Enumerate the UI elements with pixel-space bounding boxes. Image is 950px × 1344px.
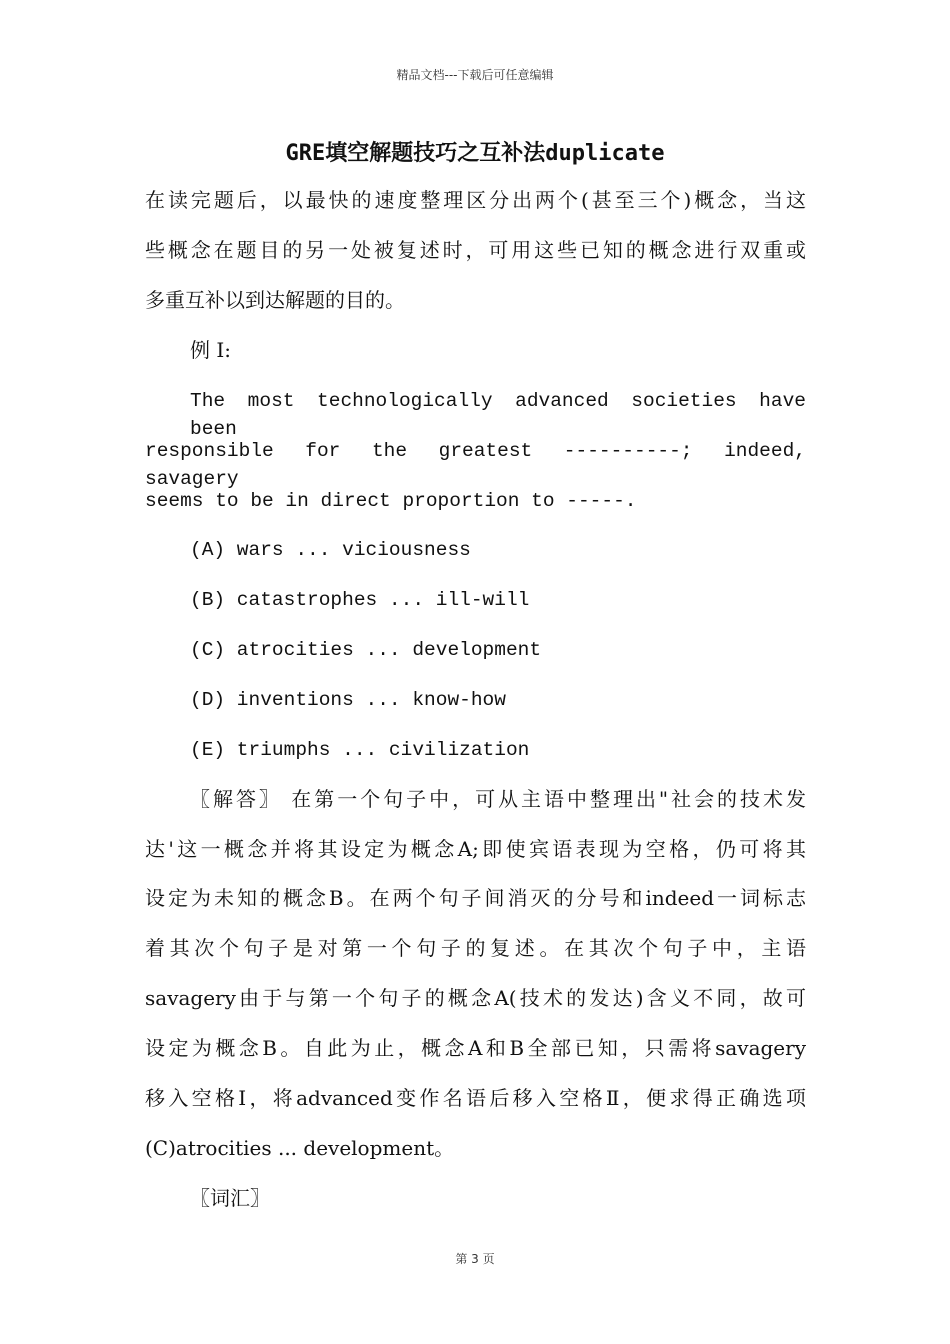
- page-number: 第 3 页: [455, 1252, 495, 1266]
- answer-line-6: 设定为概念B。自此为止，概念A和B全部已知，只需将savagery: [145, 1036, 806, 1060]
- document-title: GRE填空解题技巧之互补法duplicate: [285, 141, 665, 166]
- answer-line-1: 〖解答〗 在第一个句子中，可从主语中整理出"社会的技术发: [190, 787, 806, 811]
- option-a: (A) wars ... viciousness: [190, 539, 471, 561]
- answer-line-5: savagery由于与第一个句子的概念A(技术的发达)含义不同，故可: [145, 986, 806, 1010]
- vocab-label: 〖词汇〗: [190, 1186, 270, 1210]
- option-d: (D) inventions ... know-how: [190, 689, 506, 711]
- answer-line-7: 移入空格Ⅰ，将advanced变作名语后移入空格Ⅱ，便求得正确选项: [145, 1086, 806, 1110]
- intro-line-1: 在读完题后，以最快的速度整理区分出两个(甚至三个)概念，当这: [145, 188, 806, 212]
- example-label: 例 Ⅰ:: [190, 338, 231, 362]
- answer-line-4: 着其次个句子是对第一个句子的复述。在其次个句子中，主语: [145, 936, 806, 960]
- intro-line-3: 多重互补以到达解题的目的。: [145, 288, 405, 312]
- answer-line-2: 达'这一概念并将其设定为概念A;即使宾语表现为空格，仍可将其: [145, 837, 806, 861]
- option-e: (E) triumphs ... civilization: [190, 739, 530, 761]
- option-b: (B) catastrophes ... ill-will: [190, 589, 530, 611]
- answer-line-3: 设定为未知的概念B。在两个句子间消灭的分号和indeed一词标志: [145, 886, 806, 910]
- option-c: (C) atrocities ... development: [190, 639, 542, 661]
- question-line-1: The most technologically advanced societies have been: [190, 390, 806, 440]
- intro-line-2: 些概念在题目的另一处被复述时，可用这些已知的概念进行双重或: [145, 238, 806, 262]
- answer-line-8: (C)atrocities ... development。: [145, 1136, 455, 1160]
- question-line-3: seems to be in direct proportion to -----.: [145, 490, 637, 512]
- page-header: 精品文档---下载后可任意编辑: [396, 68, 554, 82]
- question-line-2: responsible for the greatest ----------; indeed, savagery: [145, 440, 806, 490]
